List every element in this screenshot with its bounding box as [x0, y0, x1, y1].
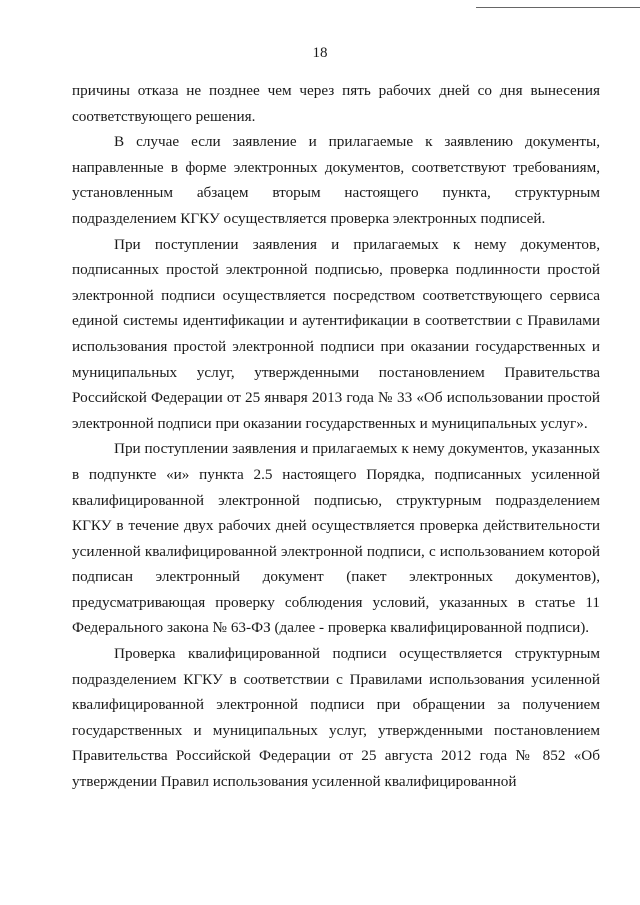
paragraph-qualified-signature: При поступлении заявления и прилагаемых к нему документов, указанных в подпункте «и» пункта 2.5 настоящего Порядка, подписанных усиленной квалифицированной электронной подписью, структурным подразделением КГКУ в течение двух рабочих дней осуществляется проверка действительности усиленной квалифицированной электронной подписи, с использованием которой подписан электронный документ (пакет электронных документов), предусматривающая проверку соблюдения условий, указанных в статье 11 Федерального закона № 63-ФЗ (далее - проверка квалифицированной подписи).: [72, 440, 600, 637]
paragraph-continuation: причины отказа не позднее чем через пять рабочих дней со дня вынесения соответствующего решения.: [72, 82, 600, 125]
document-body: [72, 78, 600, 795]
paragraph-signature-verification: Проверка квалифицированной подписи осуществляется структурным подразделением КГКУ в соответствии с Правилами использования усиленной квалифицированной электронной подписи при обращении за получением государственных и муниципальных услуг, утвержденными постановлением Правительства Российской Федерации от 25 августа 2012 года № 852 «Об утверждении Правил использования усиленной квалифицированной: [72, 645, 600, 791]
paragraph-simple-signature: При поступлении заявления и прилагаемых к нему документов, подписанных простой электронной подписью, проверка подлинности простой электронной подписи осуществляется посредством соответствующего сервиса единой системы идентификации и аутентификации в соответствии с Правилами использования простой электронной подписи при оказании государственных и муниципальных услуг, утвержденными постановлением Правительства Российской Федерации от 25 января 2013 года № 33 «Об использовании простой электронной подписи при оказании государственных и муниципальных услуг».: [72, 235, 600, 432]
paragraph-electronic-documents: В случае если заявление и прилагаемые к заявлению документы, направленные в форме электронных документов, соответствуют требованиям, установленным абзацем вторым настоящего пункта, структурным подразделением КГКУ осуществляется проверка электронных подписей.: [72, 133, 600, 227]
header-rule: [476, 7, 640, 8]
page-number: 18: [312, 45, 328, 61]
